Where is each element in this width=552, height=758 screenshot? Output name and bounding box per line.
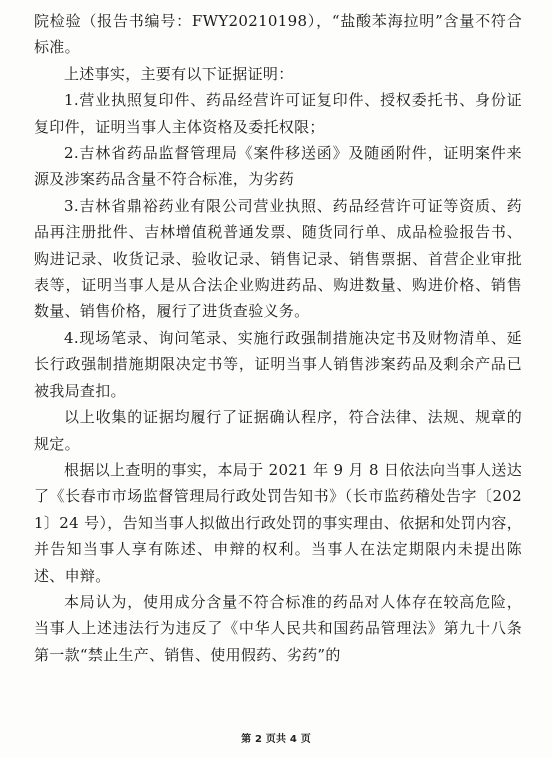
paragraph-notice-served: 根据以上查明的事实，本局于 2021 年 9 月 8 日依法向当事人送达了《长春市市场监督管理局行政处罚告知书》（长市监药稽处告字〔2021〕24 号），告知当事人拟做出行政处罚的事实理由、依据和处罚内容，并告知当事人享有陈述、申辩的权利。当事人在法定期限内未提出陈述、申辩。 [34, 460, 522, 585]
paragraph-bureau-opinion: 本局认为，使用成分含量不符合标准的药品对人体存在较高危险，当事人上述违法行为违反了《中华人民共和国药品管理法》第九十八条第一款“禁止生产、销售、使用假药、劣药”的 [34, 592, 522, 664]
paragraph-evidence-3: 3.吉林省鼎裕药业有限公司营业执照、药品经营许可证等资质、药品再注册批件、吉林增值税普通发票、随货同行单、成品检验报告书、购进记录、收货记录、验收记录、销售记录、销售票据、首营企业审批表等，证明当事人是从合法企业购进药品、购进数量、购进价格、销售数量、销售价格，履行了进货查验义务。 [34, 196, 522, 321]
paragraph-evidence-intro: 上述事实，主要有以下证据证明： [64, 64, 294, 83]
paragraph-evidence-2: 2.吉林省药品监督管理局《案件移送函》及随函附件，证明案件来源及涉案药品含量不符合标准，为劣药 [34, 144, 522, 189]
paragraph-report-number: 院检验（报告书编号：FWY20210198），“盐酸苯海拉明”含量不符合标准。 [34, 12, 522, 57]
paragraph-evidence-summary: 以上收集的证据均履行了证据确认程序，符合法律、法规、规章的规定。 [34, 408, 522, 453]
paragraph-evidence-4: 4.现场笔录、询问笔录、实施行政强制措施决定书及财物清单、延长行政强制措施期限决定书等，证明当事人销售涉案药品及剩余产品已被我局查扣。 [34, 328, 522, 400]
paragraph-evidence-1: 1.营业执照复印件、药品经营许可证复印件、授权委托书、身份证复印件，证明当事人主体资格及委托权限； [34, 91, 522, 136]
document-body [34, 8, 522, 668]
page-number-footer: 第 2 页共 4 页 [241, 734, 311, 745]
